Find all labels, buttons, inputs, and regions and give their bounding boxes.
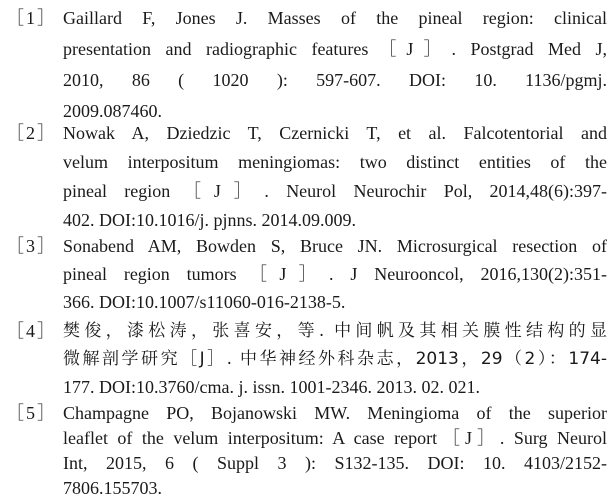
reference-line: pineal region［J］. Neurol Neurochir Pol, 2014,48(6):397- [63, 181, 607, 201]
reference-number: ［5］ [6, 403, 57, 423]
reference-line: pineal region tumors［J］. J Neurooncol, 2016,130(2):351- [63, 264, 607, 284]
reference-line: Gaillard F, Jones J. Masses of the pineal region: clinical [63, 8, 607, 28]
reference-line: velum interpositum meningiomas: two distinct entities of the [63, 152, 607, 172]
reference-line: 402. DOI:10.1016/j. pjnns. 2014.09.009. [63, 210, 357, 230]
reference-line: 2009.087460. [63, 101, 162, 121]
reference-line: Champagne PO, Bojanowski MW. Meningioma of the superior [63, 403, 607, 423]
reference-number: ［4］ [6, 321, 57, 341]
reference-number: ［3］ [6, 236, 57, 256]
reference-line: presentation and radiographic features［J］. Postgrad Med J, [63, 39, 607, 59]
reference-number: ［2］ [6, 123, 57, 143]
reference-line: 7806.155703. [63, 478, 162, 498]
reference-line: Int, 2015, 6 ( Suppl 3 ): S132-135. DOI: 10. 4103/2152- [63, 453, 607, 473]
reference-line: Sonabend AM, Bowden S, Bruce JN. Microsurgical resection of [63, 236, 607, 256]
reference-line: 177. DOI:10.3760/cma. j. issn. 1001-2346. 2013. 02. 021. [63, 377, 480, 397]
reference-line: 微解剖学研究［J］. 中华神经外科杂志，2013，29（2）：174- [63, 349, 607, 369]
reference-line: 樊俊，漆松涛，张喜安，等. 中间帆及其相关膜性结构的显 [63, 321, 607, 341]
reference-line: 366. DOI:10.1007/s11060-016-2138-5. [63, 292, 346, 312]
reference-line: 2010, 86 ( 1020 ): 597-607. DOI: 10. 1136/pgmj. [63, 70, 607, 90]
reference-number: ［1］ [6, 8, 57, 28]
reference-line: Nowak A, Dziedzic T, Czernicki T, et al. Falcotentorial and [63, 123, 607, 143]
reference-line: leaflet of the velum interpositum: A case report［J］. Surg Neurol [63, 428, 607, 448]
